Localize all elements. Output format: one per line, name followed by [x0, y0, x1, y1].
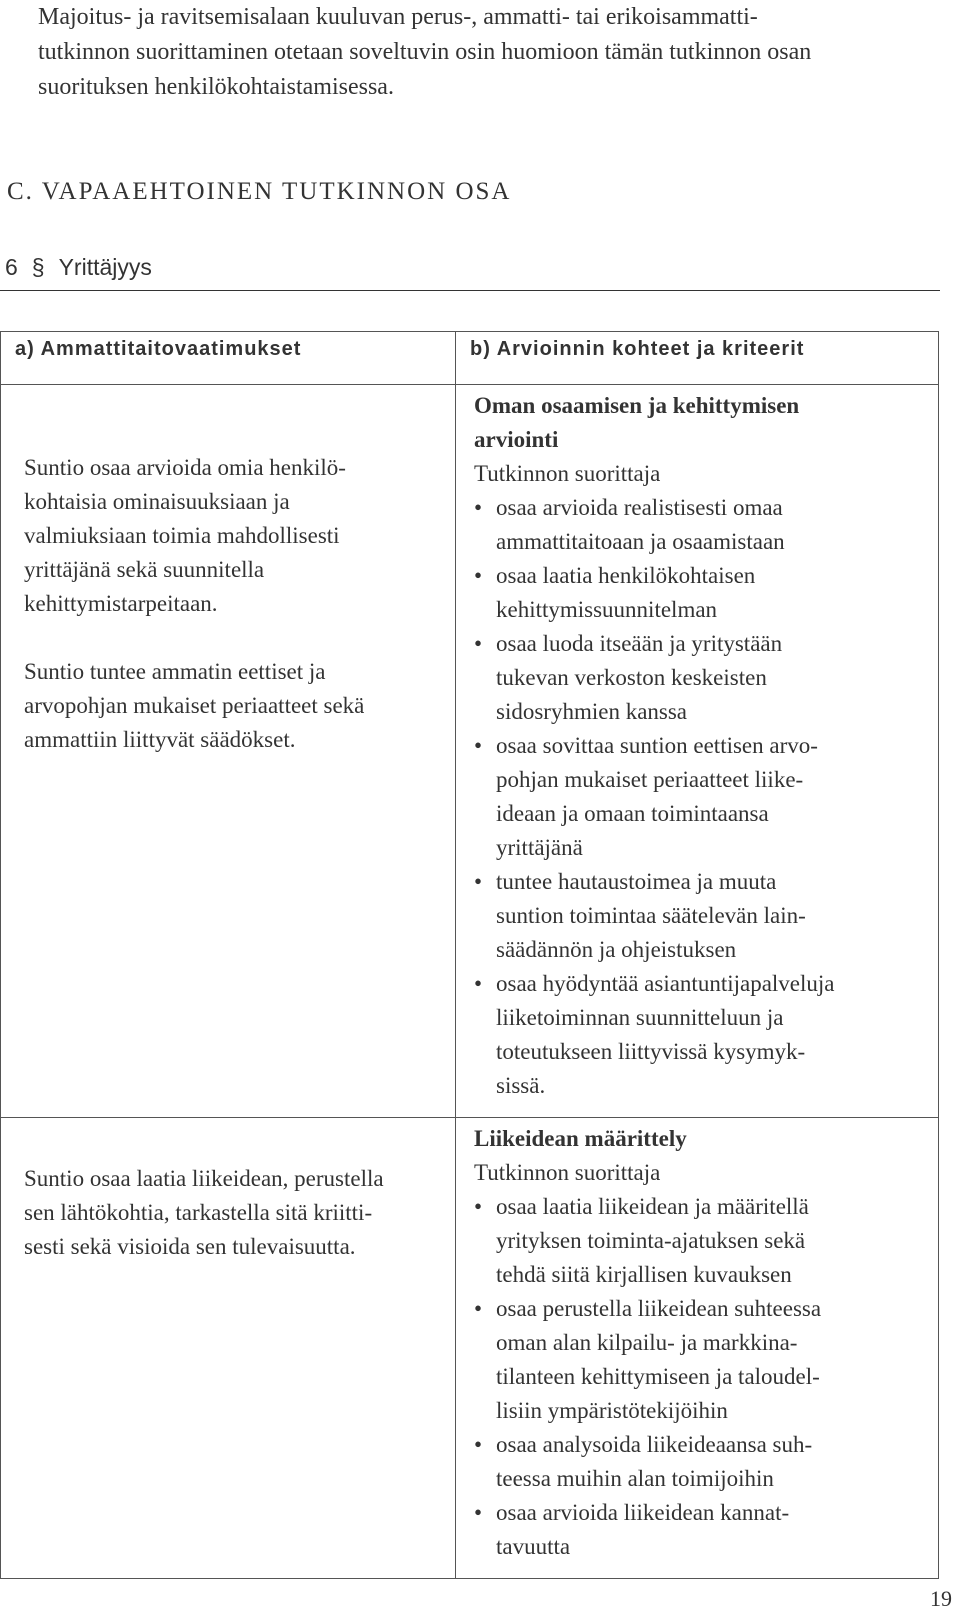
header-requirements: a) Ammattitaitovaatimukset [1, 332, 456, 385]
criteria-table [0, 331, 939, 1579]
criteria-list [474, 1190, 922, 1564]
table-row [1, 385, 939, 1118]
table-header-row [1, 332, 939, 385]
heading-rule [0, 290, 940, 291]
subsection-title [5, 254, 152, 281]
list-item: • osaa laatia henkilökohtaisen kehittymissuunnitelman [474, 559, 922, 627]
criteria-list [474, 491, 922, 1103]
criteria-title: Liikeidean määrittely [474, 1126, 687, 1151]
page-number: 19 [930, 1586, 952, 1611]
list-item: • osaa analysoida liikeideaansa suh- teessa muihin alan toimijoihin [474, 1428, 922, 1496]
subsection-name: Yrittäjyys [58, 254, 152, 280]
section-heading: C. VAPAAEHTOINEN TUTKINNON OSA [7, 178, 512, 205]
criteria-subtitle: Tutkinnon suorittaja [474, 461, 661, 486]
criteria-subtitle: Tutkinnon suorittaja [474, 1160, 661, 1185]
requirements-cell [1, 385, 456, 1118]
table-row [1, 1118, 939, 1579]
header-criteria: b) Arvioinnin kohteet ja kriteerit [456, 332, 939, 385]
requirement-text: Suntio tuntee ammatin eettiset ja arvopohjan mukaiset periaatteet sekä ammattiin liittyvät säädökset. [24, 659, 365, 752]
requirements-cell [1, 1118, 456, 1579]
criteria-cell [456, 1118, 939, 1579]
section-symbol: § [31, 254, 45, 280]
list-item: • osaa sovittaa suntion eettisen arvo- pohjan mukaiset periaatteet liike- ideaan ja omaan toimintaansa yrittäjänä [474, 729, 922, 865]
criteria-title: Oman osaamisen ja kehittymisen arviointi [474, 393, 800, 452]
criteria-cell [456, 385, 939, 1118]
subsection-number: 6 [5, 254, 18, 280]
list-item: • osaa arvioida liikeidean kannat- tavuutta [474, 1496, 922, 1564]
list-item: • osaa hyödyntää asiantuntijapalveluja liiketoiminnan suunnitteluun ja toteutukseen liittyvissä kysymyk- sissä. [474, 967, 922, 1103]
list-item: • osaa perustella liikeidean suhteessa oman alan kilpailu- ja markkina- tilanteen kehittymiseen ja taloudel- lisiin ympäristötekijöihin [474, 1292, 922, 1428]
list-item: • osaa arvioida realistisesti omaa ammattitaitoaan ja osaamistaan [474, 491, 922, 559]
list-item: • osaa luoda itseään ja yritystään tukevan verkoston keskeisten sidosryhmien kanssa [474, 627, 922, 729]
intro-paragraph: Majoitus- ja ravitsemisalaan kuuluvan perus-, ammatti- tai erikoisammatti- tutkinnon suorittaminen otetaan soveltuvin osin huomioon tämän tutkinnon osan suorituksen henkilökohtaistamisessa. [38, 4, 812, 100]
list-item: • tuntee hautaustoimea ja muuta suntion toimintaa säätelevän lain- säädännön ja ohjeistuksen [474, 865, 922, 967]
list-item: • osaa laatia liikeidean ja määritellä yrityksen toiminta-ajatuksen sekä tehdä siitä kirjallisen kuvauksen [474, 1190, 922, 1292]
requirement-text: Suntio osaa arvioida omia henkilö- kohtaisia ominaisuuksiaan ja valmiuksiaan toimia mahdollisesti yrittäjänä sekä suunnitella kehittymistarpeitaan. [24, 455, 346, 616]
requirement-text: Suntio osaa laatia liikeidean, perustella sen lähtökohtia, tarkastella sitä kriitti- sesti sekä visioida sen tulevaisuutta. [24, 1166, 384, 1259]
